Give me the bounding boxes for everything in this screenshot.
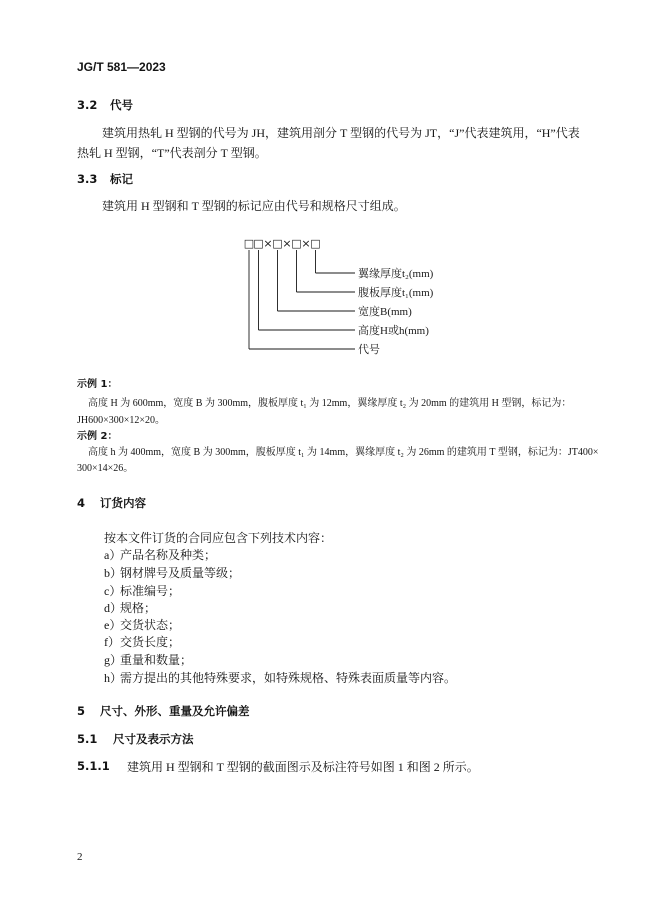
height-box: □ (253, 237, 264, 250)
list-item-marker: d） (104, 601, 123, 615)
list-item: 标准编号； (120, 584, 181, 598)
section-4-number: 4 (77, 496, 86, 510)
section-3-2-paragraph-line-1: 建筑用热轧 H 型钢的代号为 JH，建筑用剖分 T 型钢的代号为 JT，“J”代表建筑用，“H”代表 (102, 126, 580, 140)
section-3-2-title: 代号 (110, 98, 133, 112)
list-item-marker: e） (104, 618, 122, 632)
list-item: 产品名称及种类； (120, 548, 217, 562)
list-item: 交货状态； (120, 618, 181, 632)
section-5-number: 5 (77, 704, 86, 718)
web-thickness-box: □ (291, 237, 302, 250)
section-4-intro: 按本文件订货的合同应包含下列技术内容： (104, 531, 333, 545)
times-sign: × (301, 237, 311, 250)
section-3-3-title: 标记 (110, 172, 133, 186)
clause-5-1-1-number: 5.1.1 (77, 759, 110, 773)
example-2-line-1: 高度 h 为 400mm，宽度 B 为 300mm，腹板厚度 t₁ 为 14mm，翼缘厚度 t₂ 为 26mm 的建筑用 T 型钢，标记为：JT400× (88, 447, 599, 458)
list-item-marker: b） (104, 566, 123, 580)
section-3-3-number: 3.3 (77, 172, 98, 186)
clause-5-1-1-text: 建筑用 H 型钢和 T 型钢的截面图示及标注符号如图 1 和图 2 所示。 (127, 760, 479, 774)
section-5-1-title: 尺寸及表示方法 (113, 732, 194, 746)
section-5-title: 尺寸、外形、重量及允许偏差 (100, 704, 250, 718)
section-3-2-paragraph-line-2: 热轧 H 型钢，“T”代表剖分 T 型钢。 (77, 146, 267, 160)
label-flange-thickness: 翼缘厚度t₂(mm) (358, 268, 434, 280)
flange-thickness-box: □ (310, 237, 321, 250)
list-item-marker: f） (104, 635, 120, 649)
width-box: □ (272, 237, 283, 250)
list-item-marker: c） (104, 584, 122, 598)
section-3-3-paragraph: 建筑用 H 型钢和 T 型钢的标记应由代号和规格尺寸组成。 (102, 199, 406, 213)
list-item-marker: a） (104, 548, 122, 562)
list-item: 重量和数量； (120, 653, 193, 667)
label-web-thickness: 腹板厚度t₁(mm) (358, 287, 434, 299)
list-item-marker: g） (104, 653, 123, 667)
list-item: 需方提出的其他特殊要求，如特殊规格、特殊表面质量等内容。 (120, 671, 457, 685)
section-4-title: 订货内容 (100, 496, 146, 510)
example-2-title: 示例 2： (77, 431, 118, 442)
label-height: 高度H或h(mm) (358, 325, 429, 337)
marking-diagram (230, 232, 490, 360)
example-1-line-2: JH600×300×12×20。 (77, 415, 166, 426)
page-number: 2 (77, 851, 83, 863)
document-code: JG/T 581—2023 (77, 60, 166, 74)
times-sign: × (282, 237, 292, 250)
example-1-title: 示例 1： (77, 379, 118, 390)
section-5-1-number: 5.1 (77, 732, 98, 746)
label-code: 代号 (358, 344, 380, 356)
label-width: 宽度B(mm) (358, 306, 412, 318)
list-item: 钢材牌号及质量等级； (120, 566, 241, 580)
example-2-line-2: 300×14×26。 (77, 463, 134, 474)
code-box: □ (243, 237, 255, 250)
example-1-line-1: 高度 H 为 600mm，宽度 B 为 300mm，腹板厚度 t₁ 为 12mm，翼缘厚度 t₂ 为 20mm 的建筑用 H 型钢，标记为： (88, 398, 572, 409)
section-3-2-number: 3.2 (77, 98, 98, 112)
list-item-marker: h） (104, 671, 123, 685)
times-sign: × (263, 237, 273, 250)
list-item: 交货长度； (120, 635, 181, 649)
list-item: 规格； (120, 601, 157, 615)
